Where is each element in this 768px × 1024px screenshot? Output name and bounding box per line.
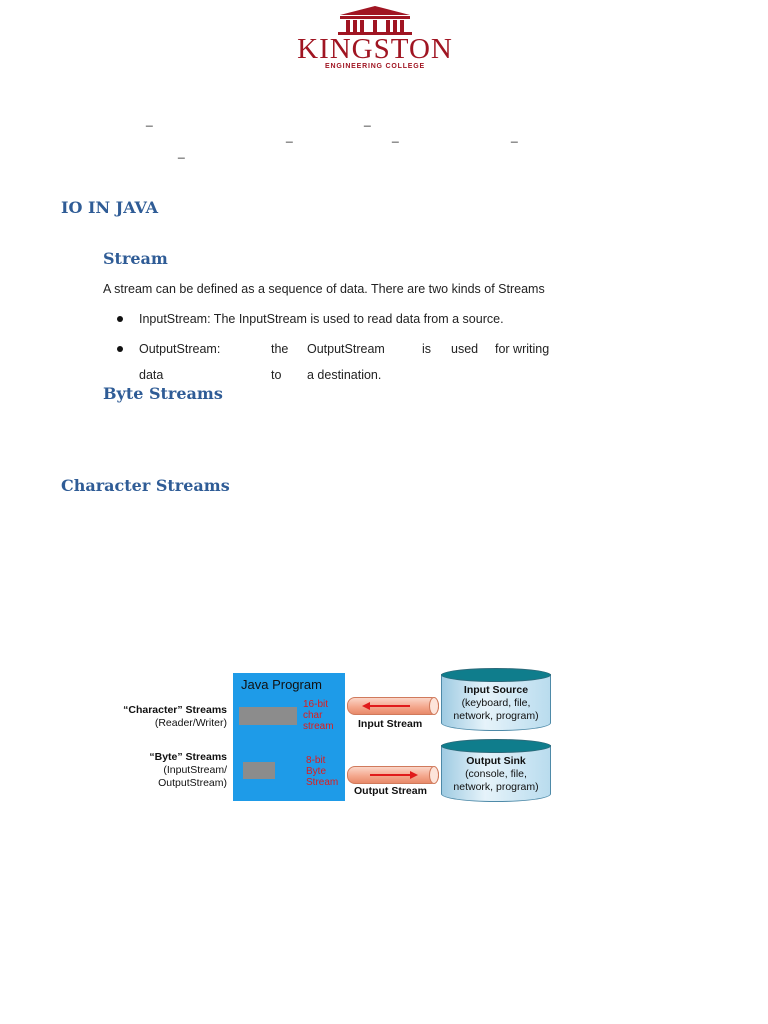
input-source-cylinder bbox=[441, 668, 551, 736]
pipe-cap bbox=[429, 697, 439, 715]
byte-buffer-block bbox=[243, 762, 275, 779]
input-source-line: (keyboard, file, bbox=[461, 697, 531, 709]
word: used bbox=[451, 342, 479, 356]
right-arrow-icon bbox=[364, 767, 424, 783]
output-sink-cylinder bbox=[441, 739, 551, 807]
building-icon bbox=[278, 5, 472, 35]
red-line: 16-bit bbox=[303, 699, 329, 710]
heading-io-in-java: IO IN JAVA bbox=[61, 198, 159, 217]
java-program-box bbox=[233, 673, 345, 801]
cylinder-top bbox=[441, 668, 551, 682]
input-stream-pipe bbox=[347, 697, 439, 715]
heading-stream: Stream bbox=[103, 249, 168, 268]
dash-mark: _ bbox=[146, 113, 153, 127]
left-arrow-icon bbox=[360, 698, 420, 714]
cylinder-top bbox=[441, 739, 551, 753]
pipe-cap bbox=[429, 766, 439, 784]
red-line: Stream bbox=[306, 777, 339, 788]
word: the bbox=[271, 342, 289, 356]
java-program-title: Java Program bbox=[241, 677, 322, 692]
heading-character-streams: Character Streams bbox=[61, 476, 230, 495]
input-source-title: Input Source bbox=[463, 684, 529, 696]
bullet-dot bbox=[117, 346, 123, 352]
dash-mark: _ bbox=[178, 145, 185, 159]
char-stream-note bbox=[303, 699, 334, 732]
red-line: Byte bbox=[306, 766, 327, 777]
byte-streams-title: “Byte” Streams bbox=[149, 751, 227, 763]
heading-byte-streams: Byte Streams bbox=[103, 384, 223, 403]
dash-mark: _ bbox=[392, 129, 399, 143]
character-streams-sub: (Reader/Writer) bbox=[154, 717, 227, 729]
dash-mark: _ bbox=[511, 129, 518, 143]
bullet-inputstream: InputStream: The InputStream is used to read data from a source. bbox=[139, 312, 504, 326]
word: data bbox=[139, 368, 164, 382]
byte-streams-label bbox=[110, 751, 227, 790]
output-stream-label: Output Stream bbox=[354, 785, 427, 797]
byte-streams-sub1: (InputStream/ bbox=[163, 764, 227, 776]
word: is bbox=[422, 342, 432, 356]
output-sink-text bbox=[441, 755, 551, 794]
io-streams-diagram bbox=[110, 665, 560, 810]
word: a destination. bbox=[307, 368, 382, 382]
output-sink-line: (console, file, bbox=[465, 768, 527, 780]
output-stream-pipe bbox=[347, 766, 439, 784]
input-source-line: network, program) bbox=[453, 710, 539, 722]
bullet-dot bbox=[117, 316, 123, 322]
output-sink-line: network, program) bbox=[453, 781, 539, 793]
logo-subtitle: ENGINEERING COLLEGE bbox=[325, 63, 425, 70]
word: to bbox=[271, 368, 282, 382]
char-buffer-block bbox=[239, 707, 297, 725]
stream-intro-text: A stream can be defined as a sequence of data. There are two kinds of Streams bbox=[103, 282, 545, 296]
byte-streams-sub2: OutputStream) bbox=[158, 777, 227, 789]
word: for writing bbox=[495, 342, 550, 356]
college-logo bbox=[278, 5, 472, 70]
byte-stream-note bbox=[306, 755, 338, 788]
dash-mark: _ bbox=[286, 129, 293, 143]
word: OutputStream bbox=[307, 342, 385, 356]
red-line: stream bbox=[303, 721, 334, 732]
character-streams-label bbox=[110, 704, 227, 730]
word: OutputStream: bbox=[139, 342, 221, 356]
output-sink-title: Output Sink bbox=[466, 755, 526, 767]
input-stream-label: Input Stream bbox=[358, 718, 423, 730]
red-line: 8-bit bbox=[306, 755, 326, 766]
dash-mark: _ bbox=[364, 113, 371, 127]
logo-wordmark: KINGSTON bbox=[297, 33, 453, 65]
input-source-text bbox=[441, 684, 551, 723]
red-line: char bbox=[303, 710, 323, 721]
character-streams-title: “Character” Streams bbox=[123, 704, 227, 716]
